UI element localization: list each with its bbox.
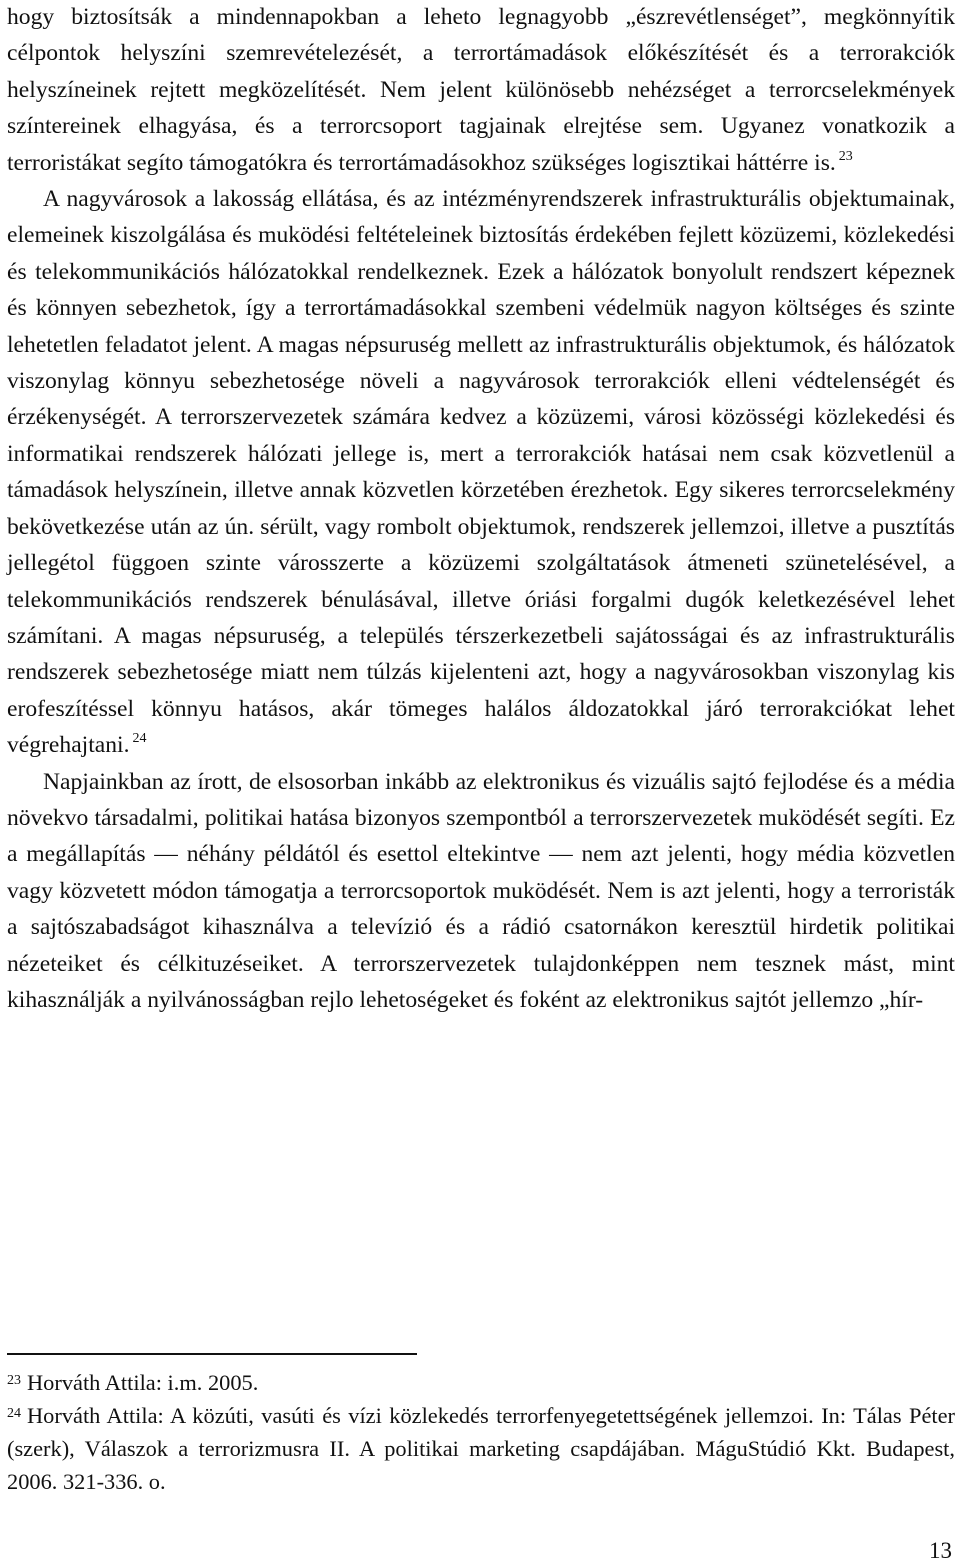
paragraph-text: A nagyvárosok a lakosság ellátása, és az intézményrendszerek infrastrukturális objektumainak, elemeinek kiszolgálása és muködési feltételeinek biztosítás érdekében fejlett közüzemi, közlekedési és telekommunikációs hálózatokkal rendelkeznek. Ezek a hálózatok bonyolult rendszert képeznek és könnyen sebezhetok, így a terrortámadásokkal szembeni védelmük nagyon költséges és szinte lehetetlen feladatot jelent. A magas népsuruség mellett az infrastrukturális objektumok, és hálózatok viszonylag könnyu sebezhetosége növeli a nagyvárosok terrorakciók elleni védtelenségét és érzékenységét. A terrorszervezetek számára kedvez a közüzemi, városi közösségi közlekedési és informatikai rendszerek hálózati jellege is, mert a terrorakciók hatásai nem csak közvetlenül a támadások helyszínein, illetve annak közvetlen körzetében érezhetok. Egy sikeres terrorcselekmény bekövetkezése után az ún. sérült, vagy rombolt objektumok, rendszerek jellemzoi, illetve a pusztítás jellegétol függoen szinte városszerte a közüzemi szolgáltatások átmeneti szünetelésével, a telekommunikációs rendszerek bénulásával, illetve óriási forgalmi dugók keletkezésével lehet számítani. A magas népsuruség, a település térszerkezetbeli sajátosságai és az infrastrukturális rendszerek sebezhetosége miatt nem túlzás kijelenteni azt, hogy a nagyvárosokban viszonylag kis erofeszítéssel könnyu hatásos, akár tömeges halálos áldozatokkal járó terrorakciókat lehet végrehajtani. [7,186,955,759]
footnote-number: 23 [7,1373,21,1388]
paragraph-text: Napjainkban az írott, de elsosorban inkább az elektronikus és vizuális sajtó fejlodése és a média növekvo társadalmi, politikai hatása bizonyos szempontból a terrorszervezetek muködését segíti. Ez a megállapítás — néhány példától és esettol eltekintve — nem azt jelenti, hogy média közvetlen vagy közvetett módon támogatja a terrorcsoportok muködését. Nem is azt jelenti, hogy a terroristák a sajtószabadságot kihasználva a televízió és a rádió csatornákon keresztül hirdetik politikai nézeteiket és célkituzéseiket. A terrorszervezetek tulajdonképpen nem tesznek mást, mint kihasználják a nyilvánosságban rejlo lehetoségeket és foként az elektronikus sajtót jellemzo „hír- [7,768,955,1013]
footnote-reference-24[interactable]: 24 [132,731,147,747]
footnote-23 [7,1366,955,1399]
footnotes-section [7,1366,955,1498]
footnote-separator [7,1353,417,1355]
footnote-text: Horváth Attila: i.m. 2005. [27,1370,259,1395]
footnote-number: 24 [7,1406,21,1421]
footnote-reference-23[interactable]: 23 [838,148,853,164]
paragraph-media [7,764,955,1019]
footnote-24 [7,1399,955,1498]
footnote-text: Horváth Attila: A közúti, vasúti és vízi közlekedés terrorfenyegetettségének jellemzoi. In: Tálas Péter (szerk), Válaszok a terrorizmusra II. A politikai marketing csapdájában. MáguStúdió Kkt. Budapest, 2006. 321-336. o. [7,1403,955,1494]
paragraph-text: hogy biztosítsák a mindennapokban a leheto legnagyobb „észrevétlenséget”, megkönnyítik célpontok helyszíni szemrevételezését, a terrortámadások előkészítését és a terrorakciók helyszíneinek rejtett megközelítését. Nem jelent különösebb nehézséget a terrorcselekmények színtereinek elhagyása, és a terrorcsoport tagjainak elrejtése sem. Ugyanez vonatkozik a terroristákat segíto támogatókra és terrortámadásokhoz szükséges logisztikai háttérre is. [7,4,955,176]
document-page [7,0,955,1018]
page-number: 13 [929,1538,952,1563]
paragraph-urban-networks [7,181,955,764]
paragraph-continuation [7,0,955,181]
